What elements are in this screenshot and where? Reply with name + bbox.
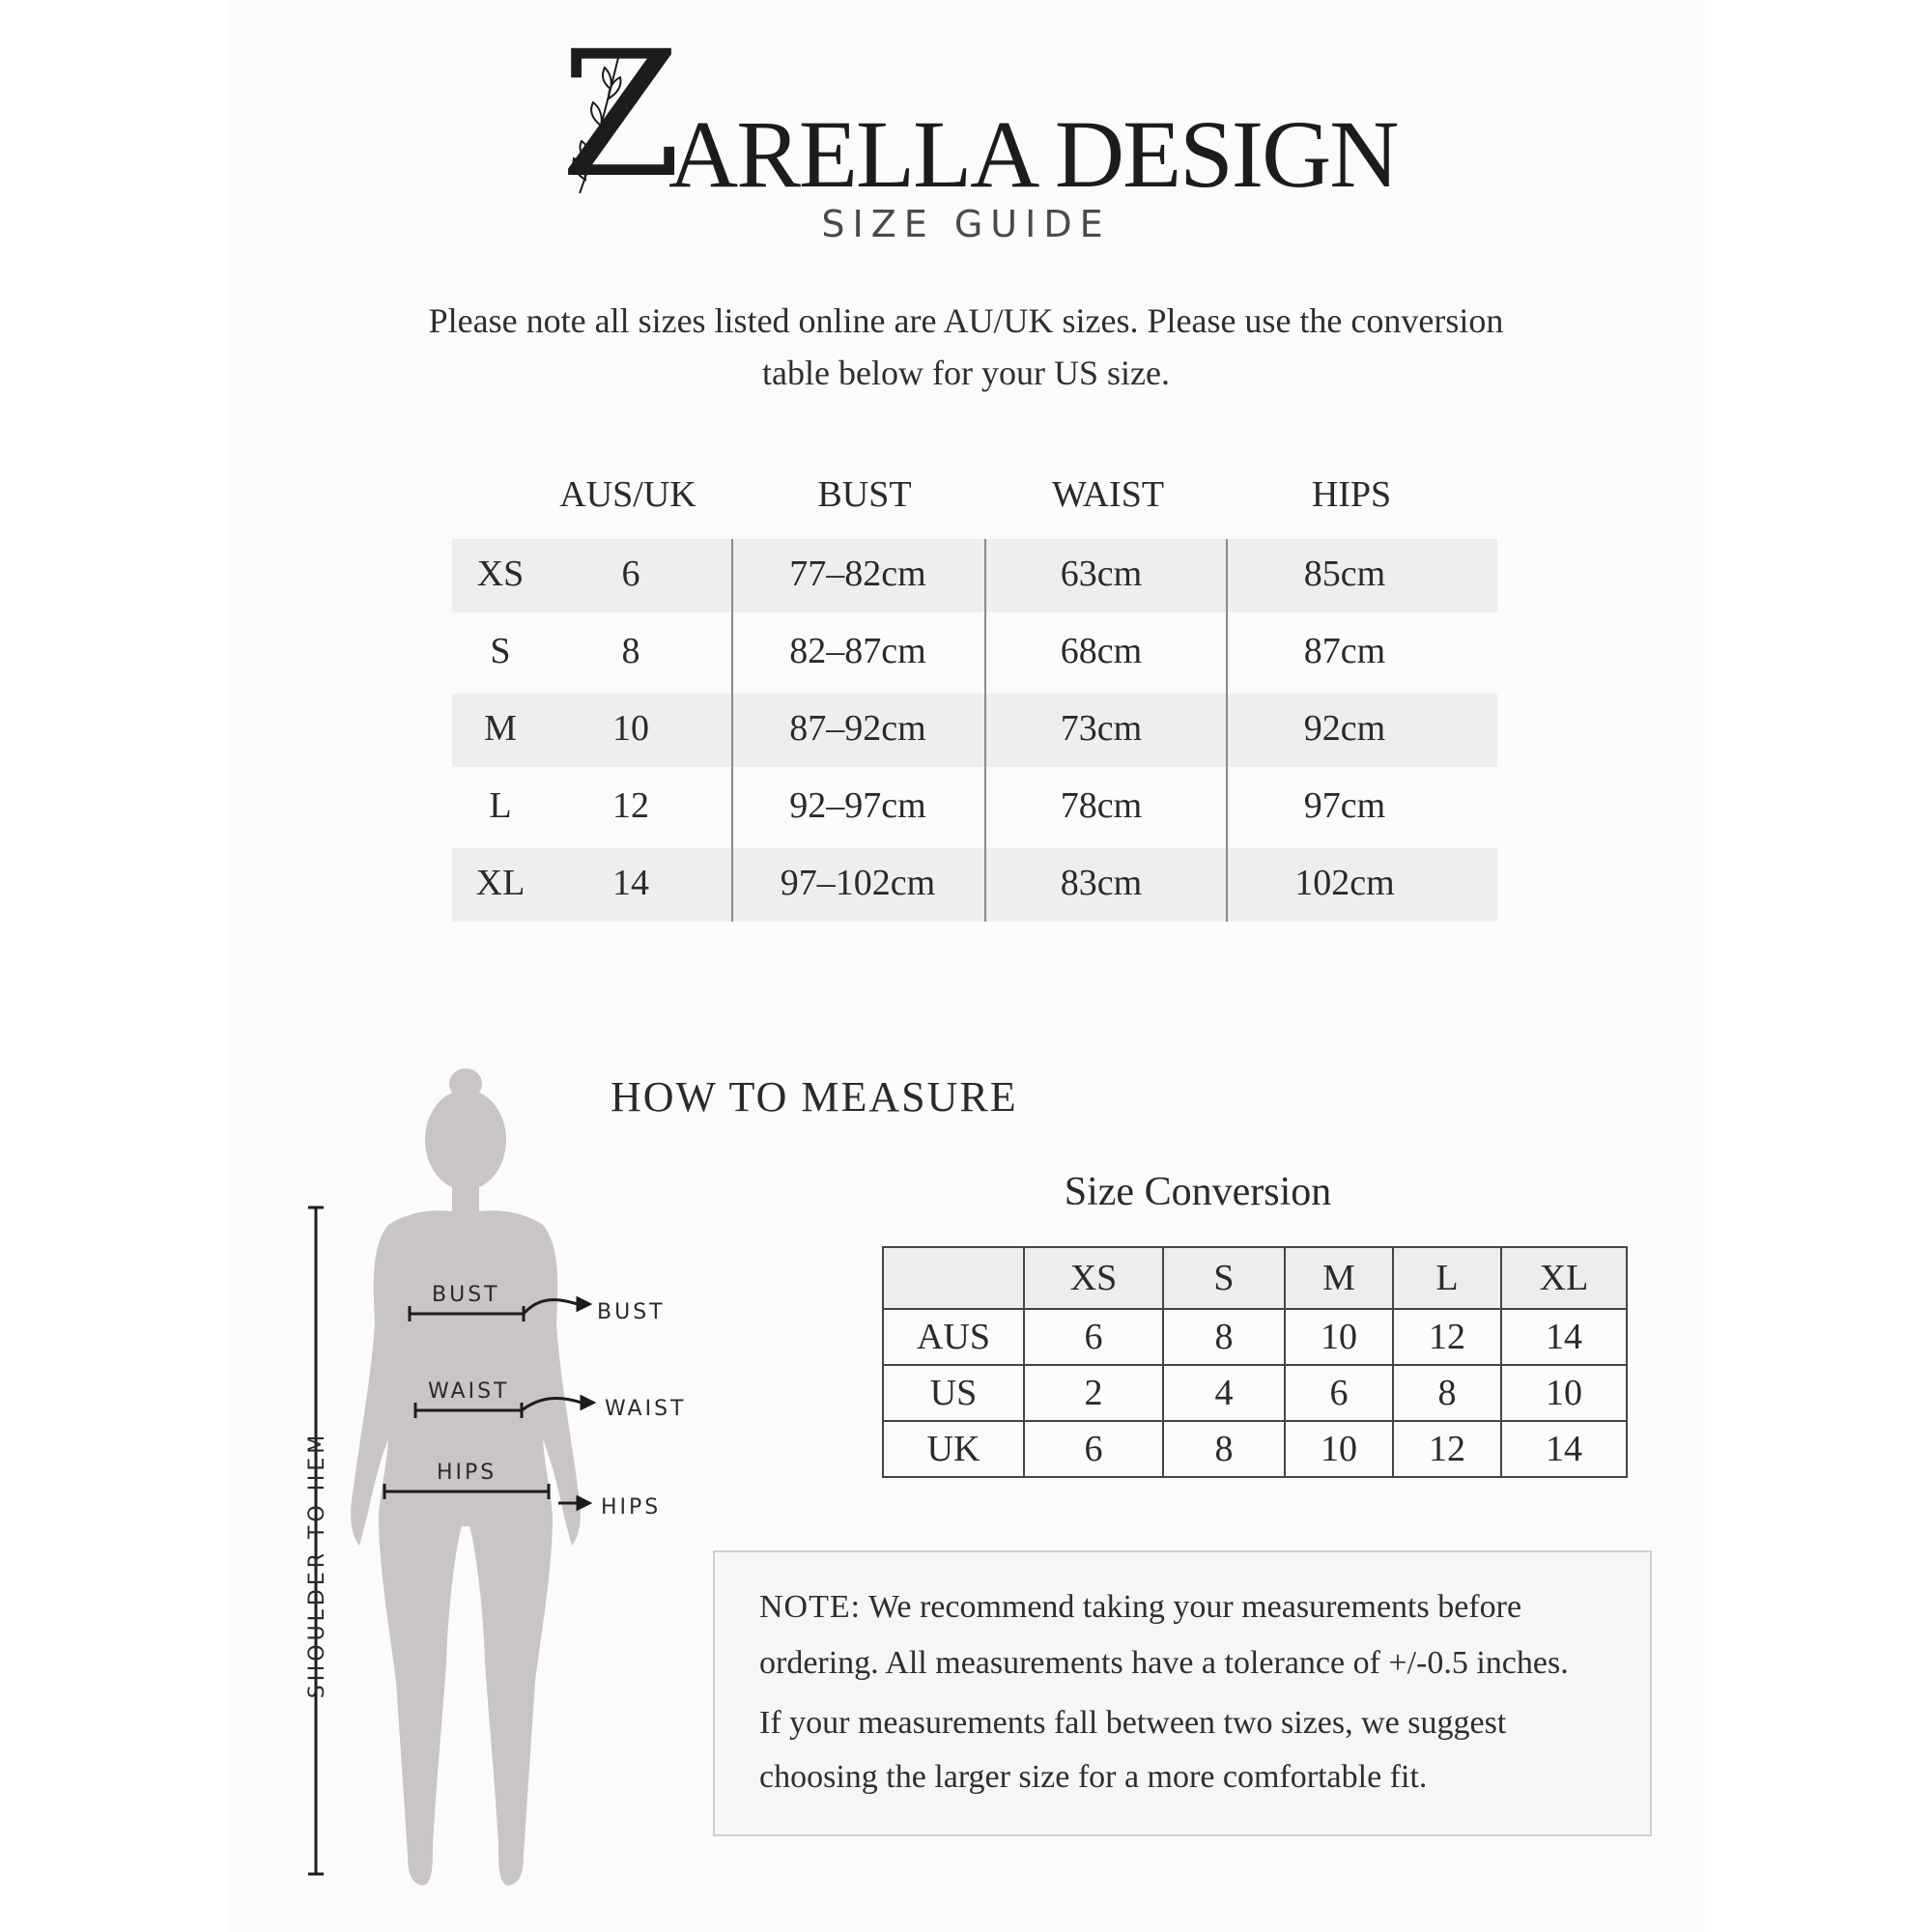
cell: 6 <box>1285 1365 1393 1421</box>
size-table <box>452 539 1497 922</box>
hips-value: 85cm <box>1303 554 1386 594</box>
table-row <box>452 539 1497 612</box>
table-row <box>883 1365 1627 1421</box>
column-header: XL <box>1501 1247 1627 1309</box>
waist-value: 68cm <box>1060 631 1143 671</box>
logo-wordmark: ARELLA DESIGN <box>668 100 1398 208</box>
size-number: 10 <box>612 708 649 749</box>
column-divider <box>984 539 986 922</box>
cell: 12 <box>1393 1421 1501 1477</box>
cell: 6 <box>1024 1309 1163 1365</box>
size-label: L <box>489 785 512 826</box>
size-label: S <box>490 631 511 671</box>
column-divider <box>731 539 733 922</box>
cell: 8 <box>1163 1421 1285 1477</box>
size-number: 14 <box>612 863 649 903</box>
size-number: 12 <box>612 785 649 826</box>
column-header: M <box>1285 1247 1393 1309</box>
cell: 14 <box>1501 1421 1627 1477</box>
hips-label: HIPS <box>437 1461 497 1485</box>
cell: 10 <box>1285 1309 1393 1365</box>
cell: 4 <box>1163 1365 1285 1421</box>
note-box <box>713 1550 1652 1836</box>
waist-value: 83cm <box>1060 863 1143 903</box>
hips-value: 92cm <box>1303 708 1386 749</box>
intro-line-2: table below for your US size. <box>762 354 1170 392</box>
body-silhouette-figure <box>270 1063 724 1893</box>
bust-value: 77–82cm <box>789 554 926 594</box>
size-number: 6 <box>621 554 640 594</box>
header-aus-uk: AUS/UK <box>559 474 696 515</box>
note-line-4: choosing the larger size for a more comfortable fit. <box>759 1759 1428 1795</box>
row-label: UK <box>883 1421 1024 1477</box>
cell: 2 <box>1024 1365 1163 1421</box>
waist-value: 78cm <box>1060 785 1143 826</box>
table-row <box>883 1247 1627 1309</box>
bust-value: 92–97cm <box>789 785 926 826</box>
waist-value: 73cm <box>1060 708 1143 749</box>
table-row <box>883 1421 1627 1477</box>
table-row <box>452 848 1497 922</box>
hips-arrow-label: HIPS <box>601 1495 662 1520</box>
size-table-header <box>0 473 1932 522</box>
bust-arrow-label: BUST <box>597 1300 666 1324</box>
table-row <box>452 694 1497 767</box>
intro-text <box>309 295 1623 399</box>
size-label: M <box>484 708 517 749</box>
cell: 6 <box>1024 1421 1163 1477</box>
hips-value: 102cm <box>1294 863 1395 903</box>
waist-label: WAIST <box>428 1379 510 1404</box>
size-label: XS <box>476 554 525 594</box>
table-row <box>452 771 1497 844</box>
table-row <box>452 616 1497 690</box>
bust-value: 97–102cm <box>780 863 936 903</box>
column-header: L <box>1393 1247 1501 1309</box>
header-waist: WAIST <box>1051 474 1165 515</box>
column-header: S <box>1163 1247 1285 1309</box>
hips-value: 97cm <box>1303 785 1386 826</box>
waist-arrow-label: WAIST <box>605 1397 687 1421</box>
hips-value: 87cm <box>1303 631 1386 671</box>
size-conversion-title: Size Conversion <box>1064 1170 1332 1214</box>
cell: 12 <box>1393 1309 1501 1365</box>
table-row <box>883 1309 1627 1365</box>
cell: 10 <box>1501 1365 1627 1421</box>
note-line-1 <box>759 1589 1521 1626</box>
header-hips: HIPS <box>1311 474 1392 515</box>
shoulder-to-hem-label: SHOULDER TO HEM <box>305 1431 329 1699</box>
logo-initial: Z <box>560 14 682 216</box>
leaf-ornament-icon <box>560 29 676 203</box>
cell: 10 <box>1285 1421 1393 1477</box>
bust-label: BUST <box>432 1283 500 1307</box>
size-conversion-table <box>882 1246 1628 1478</box>
row-label: US <box>883 1365 1024 1421</box>
corner-cell <box>883 1247 1024 1309</box>
bust-value: 82–87cm <box>789 631 926 671</box>
header-bust: BUST <box>817 474 912 515</box>
row-label: AUS <box>883 1309 1024 1365</box>
column-divider <box>1226 539 1228 922</box>
cell: 8 <box>1163 1309 1285 1365</box>
intro-line-1: Please note all sizes listed online are AU/UK sizes. Please use the conversion <box>428 301 1504 340</box>
cell: 14 <box>1501 1309 1627 1365</box>
how-to-measure-title: HOW TO MEASURE <box>611 1073 1018 1121</box>
note-line-3: If your measurements fall between two sizes, we suggest <box>759 1705 1507 1741</box>
note-line-2: ordering. All measurements have a tolerance of +/-0.5 inches. <box>759 1645 1569 1681</box>
bust-value: 87–92cm <box>789 708 926 749</box>
waist-value: 63cm <box>1060 554 1143 594</box>
brand-logo <box>560 14 1401 216</box>
note-label: NOTE: <box>759 1589 862 1625</box>
size-guide-subtitle: SIZE GUIDE <box>821 203 1111 245</box>
cell: 8 <box>1393 1365 1501 1421</box>
column-header: XS <box>1024 1247 1163 1309</box>
size-number: 8 <box>621 631 640 671</box>
note-text-1: We recommend taking your measurements before <box>861 1589 1522 1625</box>
size-label: XL <box>475 863 526 903</box>
